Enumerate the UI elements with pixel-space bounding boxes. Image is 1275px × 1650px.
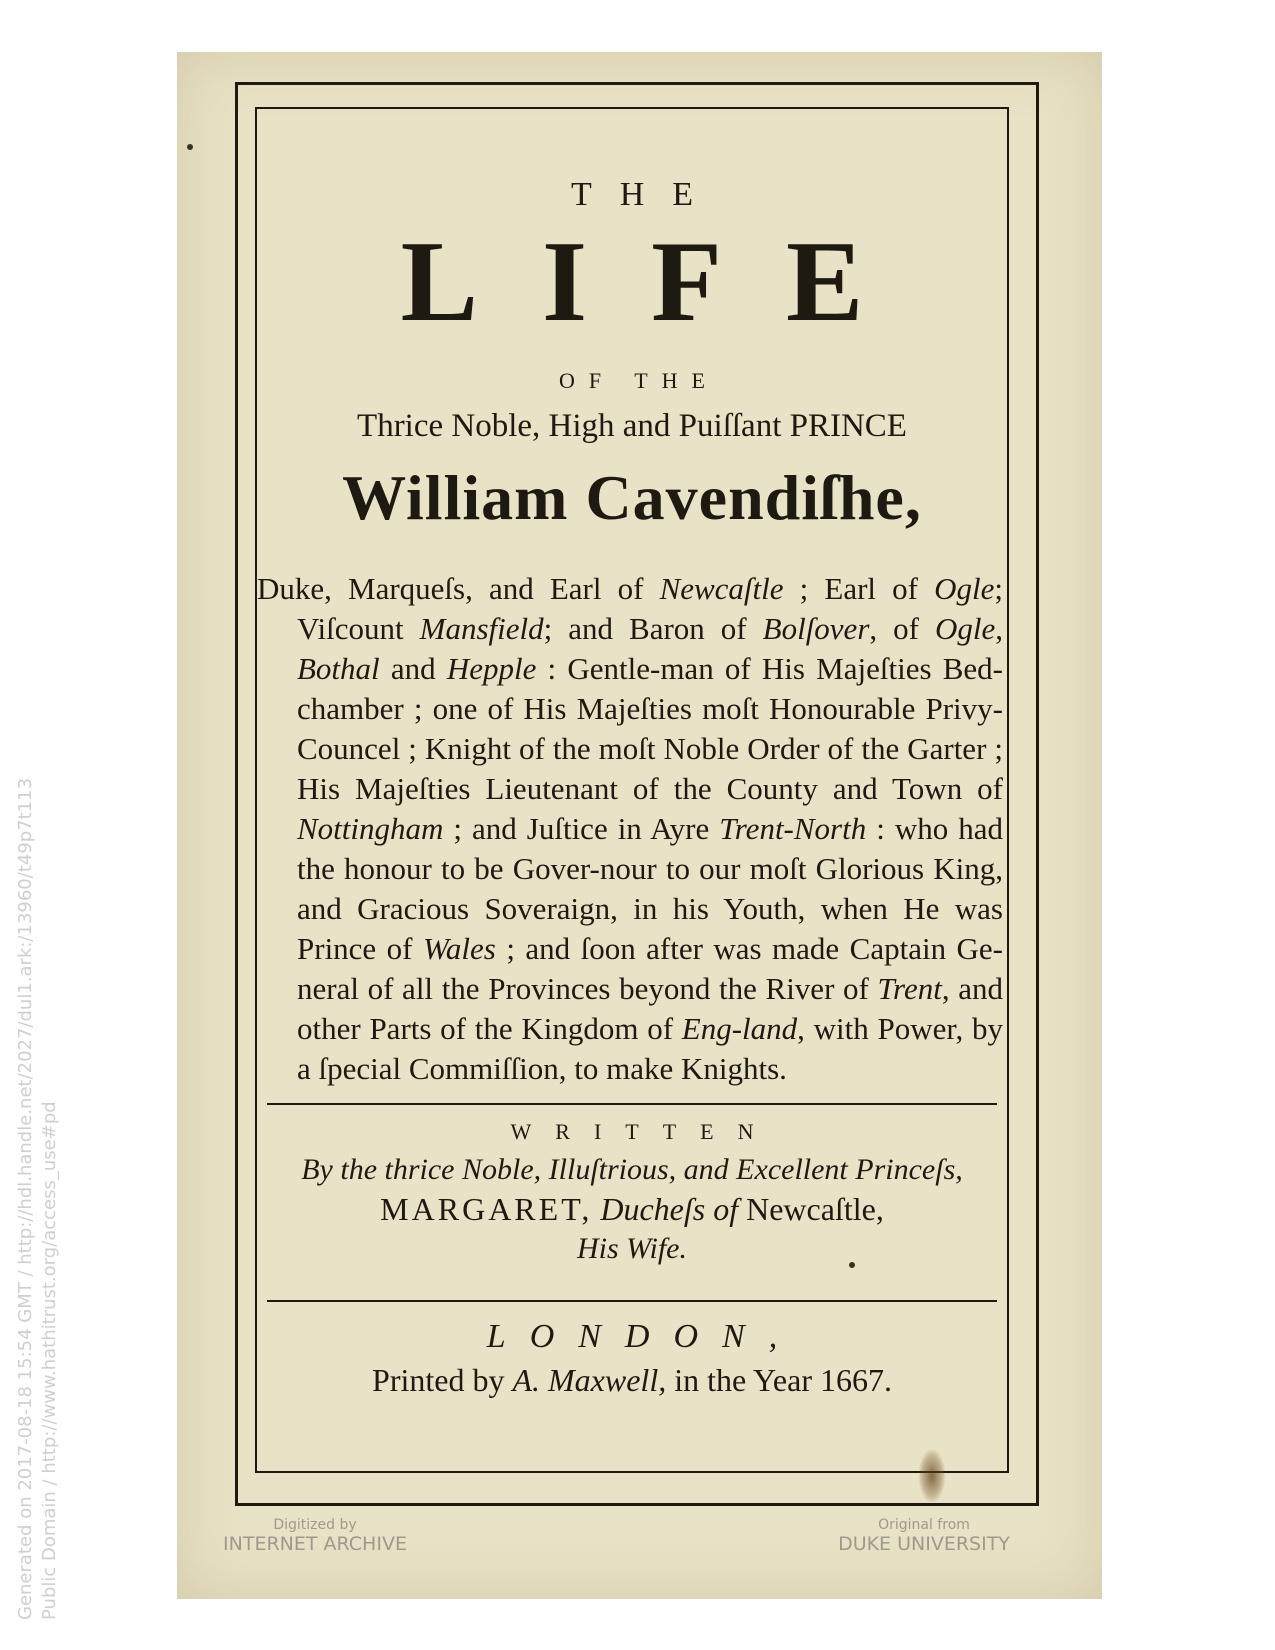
subject-name: William Cavendiſhe, <box>342 462 922 533</box>
original-from-credit <box>799 1517 1049 1555</box>
title-italic-run: Nottingham <box>297 811 444 846</box>
title-run: ; and ſoon after was made Captain Ge-neral of all the Provinces beyond the River of <box>297 931 1003 1006</box>
title-run: and <box>379 651 447 686</box>
title-italic-run: Hepple <box>446 651 537 686</box>
scanned-page <box>177 52 1102 1599</box>
title-run: ; and Baron of <box>543 611 763 646</box>
newcastle: Newcaſtle, <box>746 1191 884 1227</box>
titles-paragraph <box>257 569 1007 1089</box>
stamp-line-2: Public Domain / http://www.hathitrust.org/access_use#pd <box>39 1101 60 1620</box>
duke-university-logo: DUKE UNIVERSITY <box>838 1533 1010 1555</box>
ink-stain <box>919 1450 945 1502</box>
divider <box>267 1103 997 1105</box>
author-name: MARGARET, <box>380 1191 593 1227</box>
heading-the: THE <box>570 176 722 213</box>
author-by-line: By the thrice Noble, Illuſtrious, and Excellent Princeſs, <box>301 1153 963 1186</box>
printed-by: Printed by <box>372 1362 505 1398</box>
duchess-of: Ducheſs of <box>600 1191 739 1227</box>
subtitle-thrice-noble: Thrice Noble, High and Puiſſant PRINCE <box>357 408 907 444</box>
his-wife: His Wife. <box>577 1232 687 1265</box>
title-italic-run: Eng-land <box>681 1011 798 1046</box>
title-run: , of <box>869 611 935 646</box>
title-italic-run: Newcaſtle <box>659 571 784 606</box>
title-run: ; Viſcount <box>297 571 1003 646</box>
digitized-by-label: Digitized by <box>273 1517 357 1533</box>
title-italic-run: Mansfield <box>419 611 544 646</box>
title-italic-run: Bothal <box>297 651 380 686</box>
paper-blemish <box>187 144 193 150</box>
title-run: ; and Juſtice in Ayre <box>443 811 720 846</box>
written-label: WRITTEN <box>510 1119 778 1144</box>
original-from-label: Original from <box>878 1517 970 1533</box>
imprint-line <box>257 1362 1007 1399</box>
title-run: : Gentle-man of His Majeſties Bed-chamber ; one of His Majeſties moſt Honourable Privy-Councel ; Knight of the moſt Noble Order of the Garter ; His Majeſties Lieutenant of the County and Town of <box>297 651 1003 806</box>
divider <box>267 1300 997 1302</box>
title-run: , with Power, by a ſpecial Commiſſion, to make Knights. <box>297 1011 1003 1086</box>
imprint-year: in the Year 1667. <box>674 1362 892 1398</box>
stamp-line-1: Generated on 2017-08-18 15:54 GMT / http://hdl.handle.net/2027/dul1.ark:/13960/t49p7t113 <box>15 777 36 1620</box>
title-italic-run: Trent-North <box>719 811 867 846</box>
title-run: : who had the honour to be Gover-nour to our moſt Glorious King, and Gracious Soveraign, in his Youth, when He was Prince of <box>297 811 1003 966</box>
title-italic-run: Bolſover <box>762 611 870 646</box>
heading-of-the: OF THE <box>559 368 719 393</box>
digitized-by-credit <box>215 1517 415 1555</box>
title-run: ; Earl of <box>783 571 935 606</box>
title-run: , <box>995 611 1003 646</box>
printer-name: A. Maxwell, <box>512 1362 667 1398</box>
title-page-text <box>257 110 1007 1399</box>
heading-life: LIFE <box>400 218 928 346</box>
title-run: Duke, Marqueſs, and Earl of <box>257 571 660 606</box>
title-italic-run: Wales <box>422 931 496 966</box>
title-italic-run: Ogle <box>934 611 996 646</box>
imprint-place: LONDON, <box>486 1318 802 1355</box>
title-italic-run: Trent <box>877 971 942 1006</box>
hathitrust-stamp <box>14 778 62 1620</box>
title-italic-run: Ogle <box>934 571 995 606</box>
title-run: , and other Parts of the Kingdom of <box>297 971 1003 1046</box>
internet-archive-logo: INTERNET ARCHIVE <box>223 1533 407 1555</box>
author-name-line <box>257 1191 1007 1228</box>
